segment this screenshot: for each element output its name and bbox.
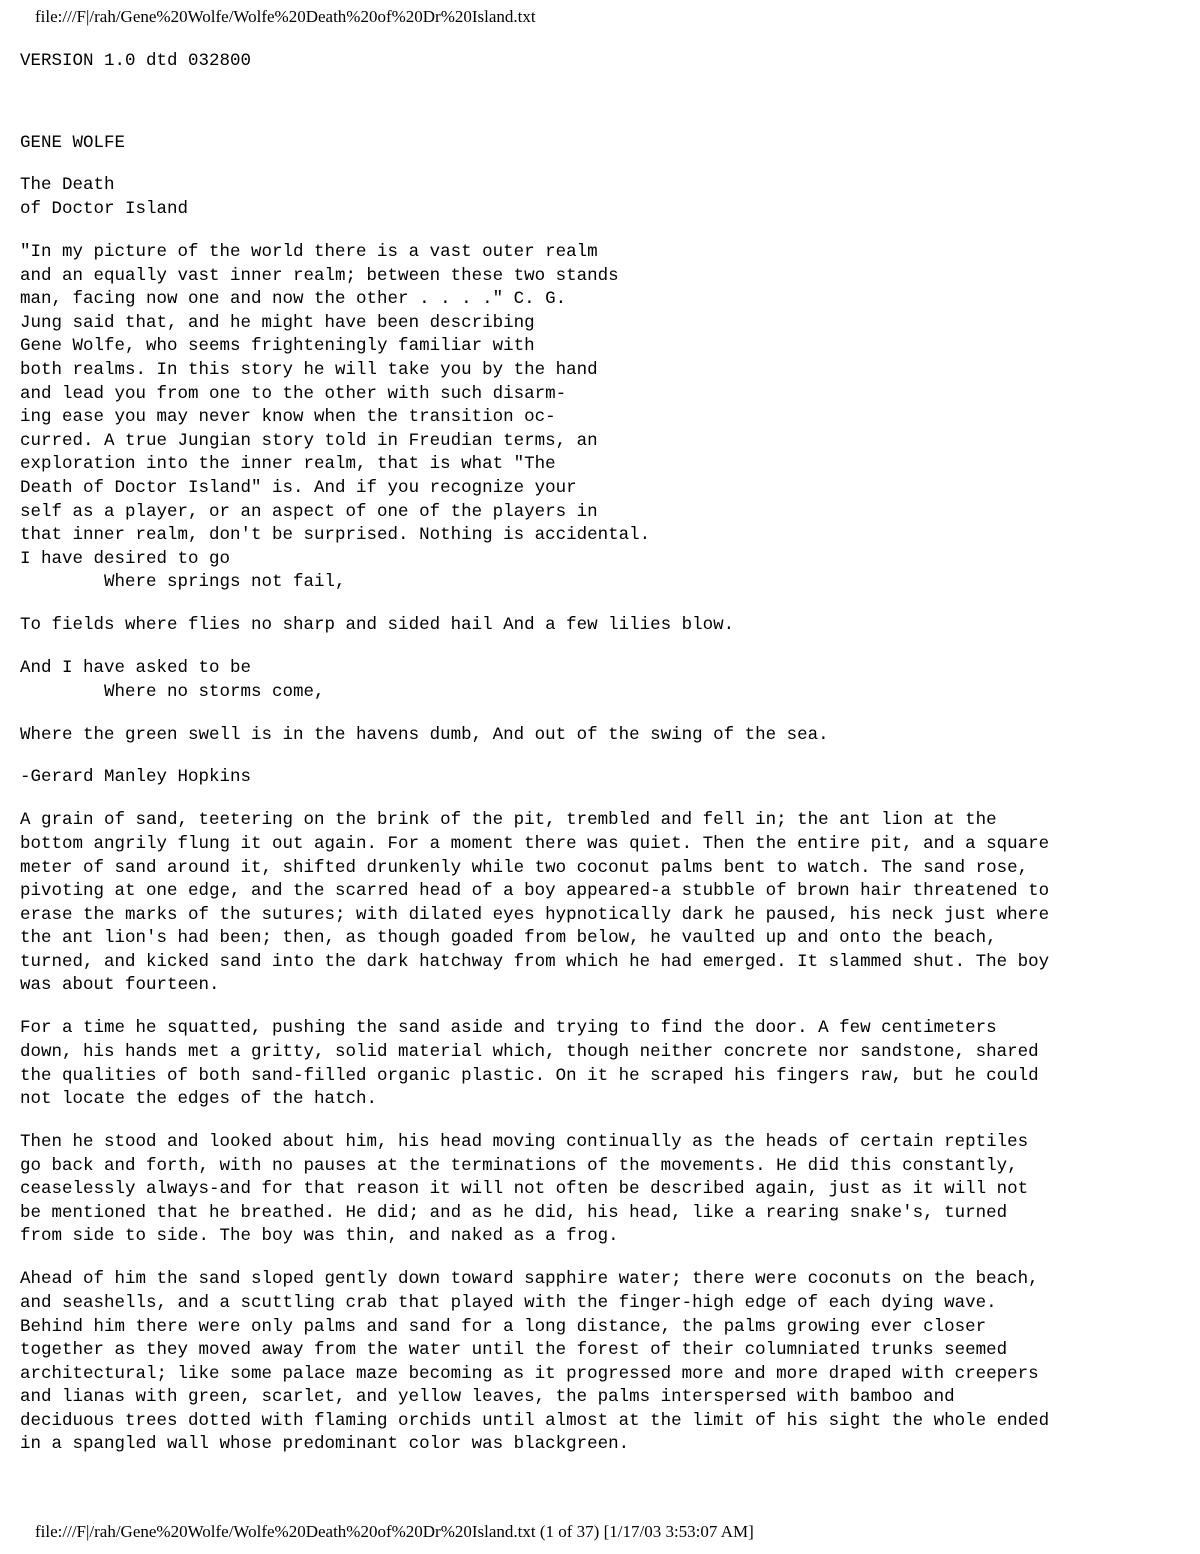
story-paragraph: Then he stood and looked about him, his head moving continually as the heads of certain reptiles go back and forth, with no pauses at the terminations of the movements. He did this constantly, ceaselessly always-and for that reason it will not often be described again, just as it will not be mentioned that he breathed. He did; and as he did, his head, like a rearing snake's, turned from side to side. The boy was thin, and naked as a frog. — [20, 1132, 1029, 1247]
story-title: The Death of Doctor Island — [20, 175, 189, 220]
intro-text: "In my picture of the world there is a vast outer realm and an equally vast inner realm; between these two stands man, facing now one and now the other . . . ." C. G. Jung said that, and he might have been describing Gene Wolfe, who seems frighteningly familiar with both realms. In this story he will take you by the hand and lead you from one to the other with such disarm- ing ease you may never know when the transition oc- curred. A true Jungian story told in Freudian terms, an exploration into the inner realm, that is what "The Death of Doctor Island" is. And if you recognize your self as a player, or an aspect of one of the players in that inner realm, don't be surprised. Nothing is accidental. I have desired to go Where springs not fail, — [20, 241, 651, 593]
version-line: VERSION 1.0 dtd 032800 — [20, 51, 252, 71]
file-path-footer: file:///F|/rah/Gene%20Wolfe/Wolfe%20Death%20of%20Dr%20Island.txt (1 of 37) [1/17/03 3:53:07 AM] — [35, 1522, 754, 1541]
story-paragraph: Ahead of him the sand sloped gently down toward sapphire water; there were coconuts on the beach, and seashells, and a scuttling crab that played with the finger-high edge of each dying wave. Behind him there were only palms and sand for a long distance, the palms growing ever closer together as they moved away from the water until the forest of their columniated trunks seemed architectural; like some palace maze becoming as it progressed more and more draped with creepers and lianas with green, scarlet, and yellow leaves, the palms interspersed with bamboo and deciduous trees dotted with flaming orchids until almost at the limit of his sight the whole ended in a spangled wall whose predominant color was blackgreen. — [20, 1269, 1050, 1455]
story-paragraph: For a time he squatted, pushing the sand aside and trying to find the door. A few centimeters down, his hands met a gritty, solid material which, though neither concrete nor sandstone, shared the qualities of both sand-filled organic plastic. On it he scraped his fingers raw, but he could not locate the edges of the hatch. — [20, 1018, 1039, 1110]
poem-verse: Where the green swell is in the havens dumb, And out of the swing of the sea. — [20, 724, 829, 745]
author-line: GENE WOLFE — [20, 132, 126, 153]
document-body — [20, 50, 1185, 1476]
poem-verse: To fields where flies no sharp and sided hail And a few lilies blow. — [20, 615, 735, 636]
file-path-header: file:///F|/rah/Gene%20Wolfe/Wolfe%20Death%20of%20Dr%20Island.txt — [35, 7, 536, 26]
poem-verse: And I have asked to be Where no storms come, — [20, 658, 325, 702]
story-paragraph: A grain of sand, teetering on the brink of the pit, trembled and fell in; the ant lion at the bottom angrily flung it out again. For a moment there was quiet. Then the entire pit, and a square meter of sand around it, shifted drunkenly while two coconut palms bent to watch. The sand rose, pivoting at one edge, and the scarred head of a boy appeared-a stubble of brown hair threatened to erase the marks of the sutures; with dilated eyes hypnotically dark he paused, his neck just where the ant lion's had been; then, as though goaded from below, he vaulted up and onto the beach, turned, and kicked sand into the dark hatchway from which he had emerged. It slammed shut. The boy was about fourteen. — [20, 810, 1050, 996]
poem-attribution: -Gerard Manley Hopkins — [20, 767, 252, 788]
